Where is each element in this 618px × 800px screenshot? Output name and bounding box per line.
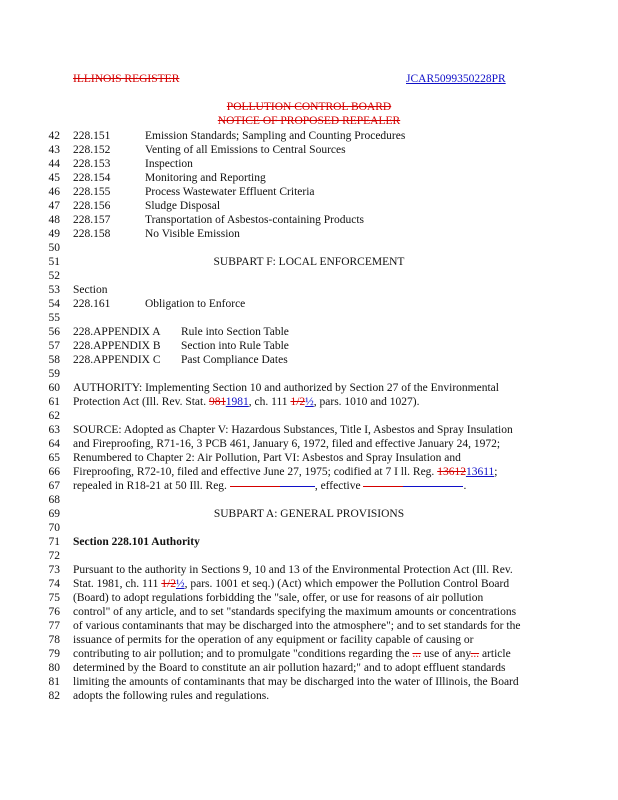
toc-section: 228.152 bbox=[73, 144, 111, 156]
toc-section: 228.155 bbox=[73, 186, 111, 198]
text-run: . bbox=[463, 480, 467, 492]
line-number: 79 bbox=[48, 648, 60, 660]
toc-title: Venting of all Emissions to Central Sources bbox=[145, 144, 346, 156]
line-number: 53 bbox=[48, 284, 60, 296]
body-text: adopts the following rules and regulations. bbox=[73, 690, 270, 702]
line-number: 72 bbox=[48, 550, 60, 562]
line-number: 57 bbox=[48, 340, 60, 352]
appendix-title: Section into Rule Table bbox=[181, 340, 289, 352]
line-number: 56 bbox=[48, 326, 60, 338]
line-number: 42 bbox=[48, 130, 60, 142]
line-number: 62 bbox=[48, 410, 60, 422]
header-register-title: ILLINOIS REGISTER bbox=[73, 73, 180, 85]
deleted-text: 1/2 bbox=[161, 578, 176, 590]
deleted-text: 981 bbox=[208, 396, 226, 408]
line-number: 69 bbox=[48, 508, 60, 520]
line-number: 50 bbox=[48, 242, 60, 254]
inserted-text: 13611 bbox=[465, 466, 495, 478]
body-text: issuance of permits for the operation of any equipment or facility capable of causing or bbox=[73, 634, 474, 646]
text-run: Stat. 1981, ch. 111 bbox=[73, 578, 162, 590]
body-text: of various contaminants that may be discharged into the atmosphere"; and to set standards for the bbox=[73, 620, 521, 632]
line-number: 80 bbox=[48, 662, 60, 674]
text-run: contributing to air pollution; and to promulgate "conditions regarding the bbox=[73, 648, 413, 660]
line-number: 60 bbox=[48, 382, 60, 394]
line-number: 66 bbox=[48, 466, 60, 478]
toc-section: 228.161 bbox=[73, 298, 111, 310]
section-column-label: Section bbox=[73, 284, 108, 296]
section-heading: Section 228.101 Authority bbox=[73, 536, 200, 548]
text-run: , pars. 1001 et seq.) (Act) which empower the Pollution Control Board bbox=[184, 578, 510, 590]
text-run: , pars. 1010 and 1027). bbox=[313, 396, 420, 408]
body-text: limiting the amounts of contaminants that may be discharged into the water of Illinois, the Board bbox=[73, 676, 519, 688]
toc-title: No Visible Emission bbox=[145, 228, 240, 240]
line-number: 49 bbox=[48, 228, 60, 240]
line-number: 61 bbox=[48, 396, 60, 408]
toc-section: 228.151 bbox=[73, 130, 111, 142]
body-text: determined by the Board to constitute an air pollution hazard;" and to adopt effluent standards bbox=[73, 662, 506, 674]
subpart-f-heading: SUBPART F: LOCAL ENFORCEMENT bbox=[213, 256, 405, 268]
line-number: 46 bbox=[48, 186, 60, 198]
toc-title: Transportation of Asbestos-containing Products bbox=[145, 214, 365, 226]
text-run: ; bbox=[494, 466, 498, 478]
inserted-blank bbox=[403, 486, 463, 487]
inserted-text: ½ bbox=[175, 578, 185, 590]
inserted-blank bbox=[280, 486, 315, 487]
toc-title: Inspection bbox=[145, 158, 193, 170]
source-text: SOURCE: Adopted as Chapter V: Hazardous Substances, Title I, Asbestos and Spray Insulation bbox=[73, 424, 513, 436]
line-number: 55 bbox=[48, 312, 60, 324]
deleted-text: 1/2 bbox=[290, 396, 306, 408]
line-number: 68 bbox=[48, 494, 60, 506]
subpart-a-heading: SUBPART A: GENERAL PROVISIONS bbox=[213, 508, 405, 520]
deleted-text: 13612 bbox=[437, 466, 466, 478]
text-run: article bbox=[479, 648, 511, 660]
source-text bbox=[73, 479, 466, 493]
line-number: 54 bbox=[48, 298, 60, 310]
line-number: 64 bbox=[48, 438, 60, 450]
source-text bbox=[73, 465, 497, 479]
body-text: (Board) to adopt regulations forbidding the "sale, offer, or use for reasons of air pollution bbox=[73, 592, 484, 604]
text-run: Protection Act (Ill. Rev. Stat. bbox=[73, 396, 209, 408]
deleted-text: ... bbox=[412, 648, 422, 660]
inserted-text: 1981 bbox=[225, 396, 249, 408]
body-text: control" of any article, and to set "standards specifying the maximum amounts or concentrations bbox=[73, 606, 517, 618]
appendix-title: Past Compliance Dates bbox=[181, 354, 288, 366]
toc-title: Emission Standards; Sampling and Counting Procedures bbox=[145, 130, 406, 142]
line-number: 82 bbox=[48, 690, 60, 702]
toc-title: Sludge Disposal bbox=[145, 200, 221, 212]
line-number: 44 bbox=[48, 158, 60, 170]
line-number: 75 bbox=[48, 592, 60, 604]
line-number: 43 bbox=[48, 144, 60, 156]
line-number: 78 bbox=[48, 634, 60, 646]
header-notice: NOTICE OF PROPOSED REPEALER bbox=[217, 115, 401, 127]
line-number: 70 bbox=[48, 522, 60, 534]
line-number: 52 bbox=[48, 270, 60, 282]
text-run: repealed in R18-21 at 50 Ill. Reg. bbox=[73, 480, 230, 492]
appendix-title: Rule into Section Table bbox=[181, 326, 289, 338]
text-run: Fireproofing, R72-10, filed and effective June 27, 1975; codified at 7 I ll. Reg. bbox=[73, 466, 438, 478]
deleted-blank bbox=[363, 486, 403, 487]
toc-section: 228.158 bbox=[73, 228, 111, 240]
deleted-blank bbox=[230, 486, 280, 487]
line-number: 47 bbox=[48, 200, 60, 212]
line-number: 67 bbox=[48, 480, 60, 492]
appendix-section: 228.APPENDIX B bbox=[73, 340, 161, 352]
authority-text bbox=[73, 395, 419, 409]
source-text: and Fireproofing, R71-16, 3 PCB 461, January 6, 1972, filed and effective January 24, 1972; bbox=[73, 438, 501, 450]
authority-text: AUTHORITY: Implementing Section 10 and authorized by Section 27 of the Environmental bbox=[73, 382, 499, 394]
line-number: 51 bbox=[48, 256, 60, 268]
line-number: 65 bbox=[48, 452, 60, 464]
header-agency: POLLUTION CONTROL BOARD bbox=[226, 101, 392, 113]
line-number: 73 bbox=[48, 564, 60, 576]
toc-section: 228.154 bbox=[73, 172, 111, 184]
toc-section: 228.156 bbox=[73, 200, 111, 212]
toc-title: Process Wastewater Effluent Criteria bbox=[145, 186, 315, 198]
deleted-text: ... bbox=[470, 648, 480, 660]
toc-title: Monitoring and Reporting bbox=[145, 172, 266, 184]
header-jcar-code: JCAR5099350228PR bbox=[406, 73, 506, 85]
body-text: Pursuant to the authority in Sections 9, 10 and 13 of the Environmental Protection Act (Ill. Rev. bbox=[73, 564, 513, 576]
line-number: 48 bbox=[48, 214, 60, 226]
line-number: 76 bbox=[48, 606, 60, 618]
line-number: 59 bbox=[48, 368, 60, 380]
inserted-text: ½ bbox=[305, 396, 314, 408]
line-number: 74 bbox=[48, 578, 60, 590]
source-text: Renumbered to Chapter 2: Air Pollution, Part VI: Asbestos and Spray Insulation and bbox=[73, 452, 461, 464]
toc-section: 228.153 bbox=[73, 158, 111, 170]
line-number: 77 bbox=[48, 620, 60, 632]
toc-section: 228.157 bbox=[73, 214, 111, 226]
text-run: , ch. 111 bbox=[248, 396, 291, 408]
body-text bbox=[73, 647, 511, 661]
line-number: 63 bbox=[48, 424, 60, 436]
line-number: 81 bbox=[48, 676, 60, 688]
line-number: 45 bbox=[48, 172, 60, 184]
text-run: use of any bbox=[421, 648, 471, 660]
line-number: 71 bbox=[48, 536, 60, 548]
toc-title: Obligation to Enforce bbox=[145, 298, 246, 310]
text-run: , effective bbox=[314, 480, 364, 492]
appendix-section: 228.APPENDIX C bbox=[73, 354, 161, 366]
line-number: 58 bbox=[48, 354, 60, 366]
body-text bbox=[73, 577, 509, 591]
appendix-section: 228.APPENDIX A bbox=[73, 326, 161, 338]
